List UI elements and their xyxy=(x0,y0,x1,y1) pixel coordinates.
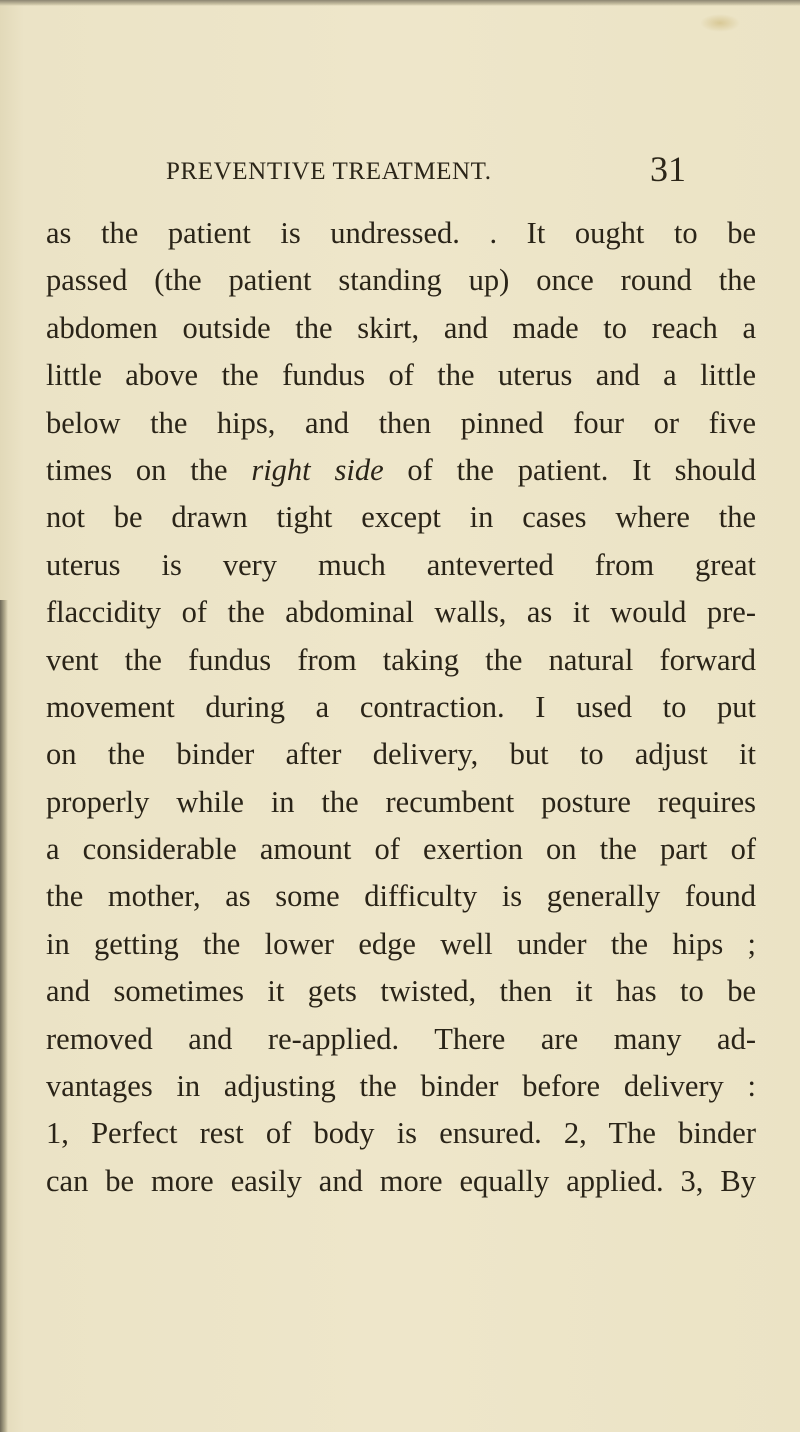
page-top-edge xyxy=(0,0,800,6)
text-line: uterus is very much anteverted from great xyxy=(46,547,756,582)
body-paragraph xyxy=(46,210,756,1205)
text-line: as the patient is undressed. . It ought to be xyxy=(46,216,756,250)
text-line: removed and re-applied. There are many ad- xyxy=(46,1021,756,1056)
italic-phrase: right side xyxy=(251,452,384,487)
text-line: a considerable amount of exertion on the part of xyxy=(46,832,756,867)
text-fragment: of the patient. It should xyxy=(383,452,757,487)
text-line: properly while in the recumbent posture requires xyxy=(46,784,756,819)
text-line: on the binder after delivery, but to adjust it xyxy=(46,737,756,772)
text-line: not be drawn tight except in cases where the xyxy=(46,500,756,535)
page-number: 31 xyxy=(650,149,686,189)
running-head: PREVENTIVE TREATMENT. xyxy=(166,158,492,185)
text-line: little above the fundus of the uterus and a little xyxy=(46,358,756,393)
text-line: and sometimes it gets twisted, then it has to be xyxy=(46,974,756,1009)
text-line: in getting the lower edge well under the hips ; xyxy=(46,926,756,961)
text-line: vent the fundus from taking the natural forward xyxy=(46,642,756,677)
text-line: movement during a contraction. I used to put xyxy=(46,689,756,724)
text-line: the mother, as some difficulty is generally found xyxy=(46,879,756,914)
text-line: vantages in adjusting the binder before delivery : xyxy=(46,1069,756,1104)
text-line: abdomen outside the skirt, and made to reach a xyxy=(46,310,756,345)
text-line: 1, Perfect rest of body is ensured. 2, The binder xyxy=(46,1116,756,1151)
text-line-emphasis xyxy=(46,447,756,494)
text-fragment: times on the xyxy=(46,452,252,487)
page-gutter-shadow xyxy=(0,600,8,1432)
text-line: below the hips, and then pinned four or five xyxy=(46,405,756,440)
ink-smudge xyxy=(700,14,740,32)
text-line: flaccidity of the abdominal walls, as it would pre- xyxy=(46,595,756,630)
text-line: can be more easily and more equally applied. 3, By xyxy=(46,1163,756,1198)
page-header xyxy=(166,148,686,192)
text-line: passed (the patient standing up) once round the xyxy=(46,263,756,298)
